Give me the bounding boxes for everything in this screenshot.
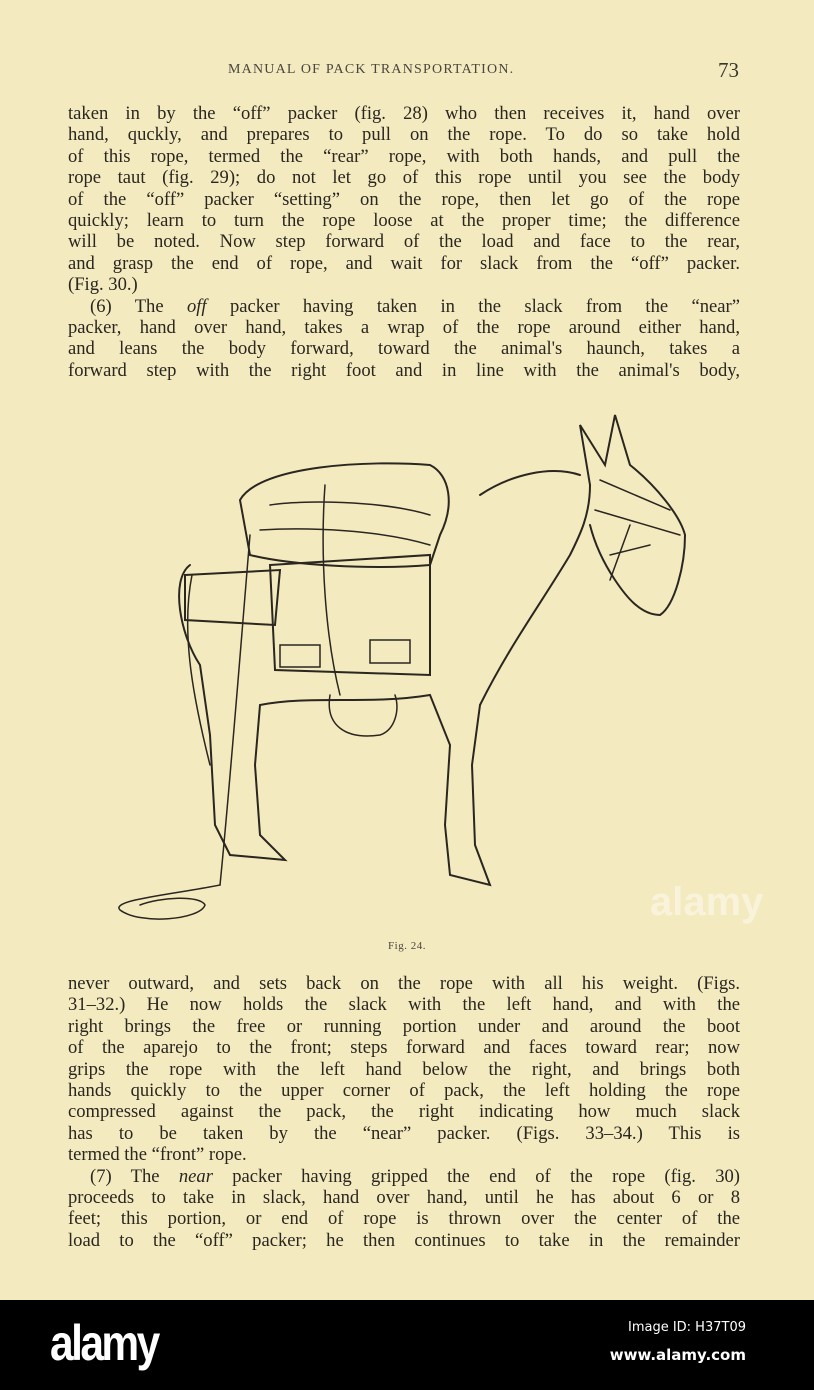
text-line: taken in by the “off” packer (fig. 28) who then receives it, hand over — [68, 103, 740, 124]
top-text-block — [68, 103, 740, 381]
text-line: compressed against the pack, the right indicating how much slack — [68, 1101, 740, 1123]
text-line: 31–32.) He now holds the slack with the left hand, and with the — [68, 994, 740, 1016]
text-line: load to the “off” packer; he then continues to take in the remainder — [68, 1229, 740, 1251]
text-line: will be noted. Now step forward of the load and face to the rear, — [68, 231, 740, 253]
text-line: quickly; learn to turn the rope loose at the proper time; the difference — [68, 209, 740, 231]
text-run: (7) The — [90, 1165, 179, 1187]
text-line: grips the rope with the left hand below the right, and brings both — [68, 1058, 740, 1080]
text-line: proceeds to take in slack, hand over hand, until he has about 6 or 8 — [68, 1186, 740, 1208]
text-line: hand, quckly, and prepares to pull on the rope. To do so take hold — [68, 124, 740, 146]
watermark: alamy — [650, 880, 764, 924]
text-line: right brings the free or running portion under and around the boot — [68, 1015, 740, 1037]
italic-word: near — [178, 1165, 213, 1187]
mule-illustration — [110, 405, 700, 925]
footer-bar — [0, 1300, 814, 1390]
text-line: and leans the body forward, toward the animal's haunch, takes a — [68, 338, 740, 360]
bottom-text-block — [68, 973, 740, 1251]
text-run: packer having taken in the slack from the “near” — [206, 295, 740, 317]
page-number: 73 — [718, 58, 739, 82]
text-line: (Fig. 30.) — [68, 274, 138, 296]
text-line: packer, hand over hand, takes a wrap of the rope around either hand, — [68, 316, 740, 338]
text-line — [68, 1166, 740, 1187]
running-title: MANUAL OF PACK TRANSPORTATION. — [228, 62, 515, 77]
text-line: and grasp the end of rope, and wait for slack from the “off” packer. — [68, 252, 740, 274]
text-line: hands quickly to the upper corner of pack, the left holding the rope — [68, 1079, 740, 1101]
text-line: never outward, and sets back on the rope with all his weight. (Figs. — [68, 973, 740, 994]
italic-word: off — [186, 295, 207, 317]
text-run: (6) The — [90, 295, 187, 317]
image-id: Image ID: H37T09 — [627, 1320, 746, 1335]
text-line: termed the “front” rope. — [68, 1144, 247, 1166]
text-line: forward step with the right foot and in line with the animal's body, — [68, 359, 740, 381]
text-line: feet; this portion, or end of rope is thrown over the center of the — [68, 1208, 740, 1230]
page-header — [0, 60, 814, 84]
text-line — [68, 296, 740, 317]
text-line: of the aparejo to the front; steps forward and faces toward rear; now — [68, 1037, 740, 1059]
alamy-logo: alamy — [50, 1315, 158, 1371]
site-url: www.alamy.com — [609, 1346, 746, 1364]
text-run: packer having gripped the end of the rope (fig. 30) — [212, 1165, 740, 1187]
figure-caption: Fig. 24. — [388, 940, 426, 952]
text-line: of this rope, termed the “rear” rope, with both hands, and pull the — [68, 145, 740, 167]
text-line: has to be taken by the “near” packer. (Figs. 33–34.) This is — [68, 1122, 740, 1144]
text-line: of the “off” packer “setting” on the rope, then let go of the rope — [68, 188, 740, 210]
text-line: rope taut (fig. 29); do not let go of this rope until you see the body — [68, 167, 740, 189]
